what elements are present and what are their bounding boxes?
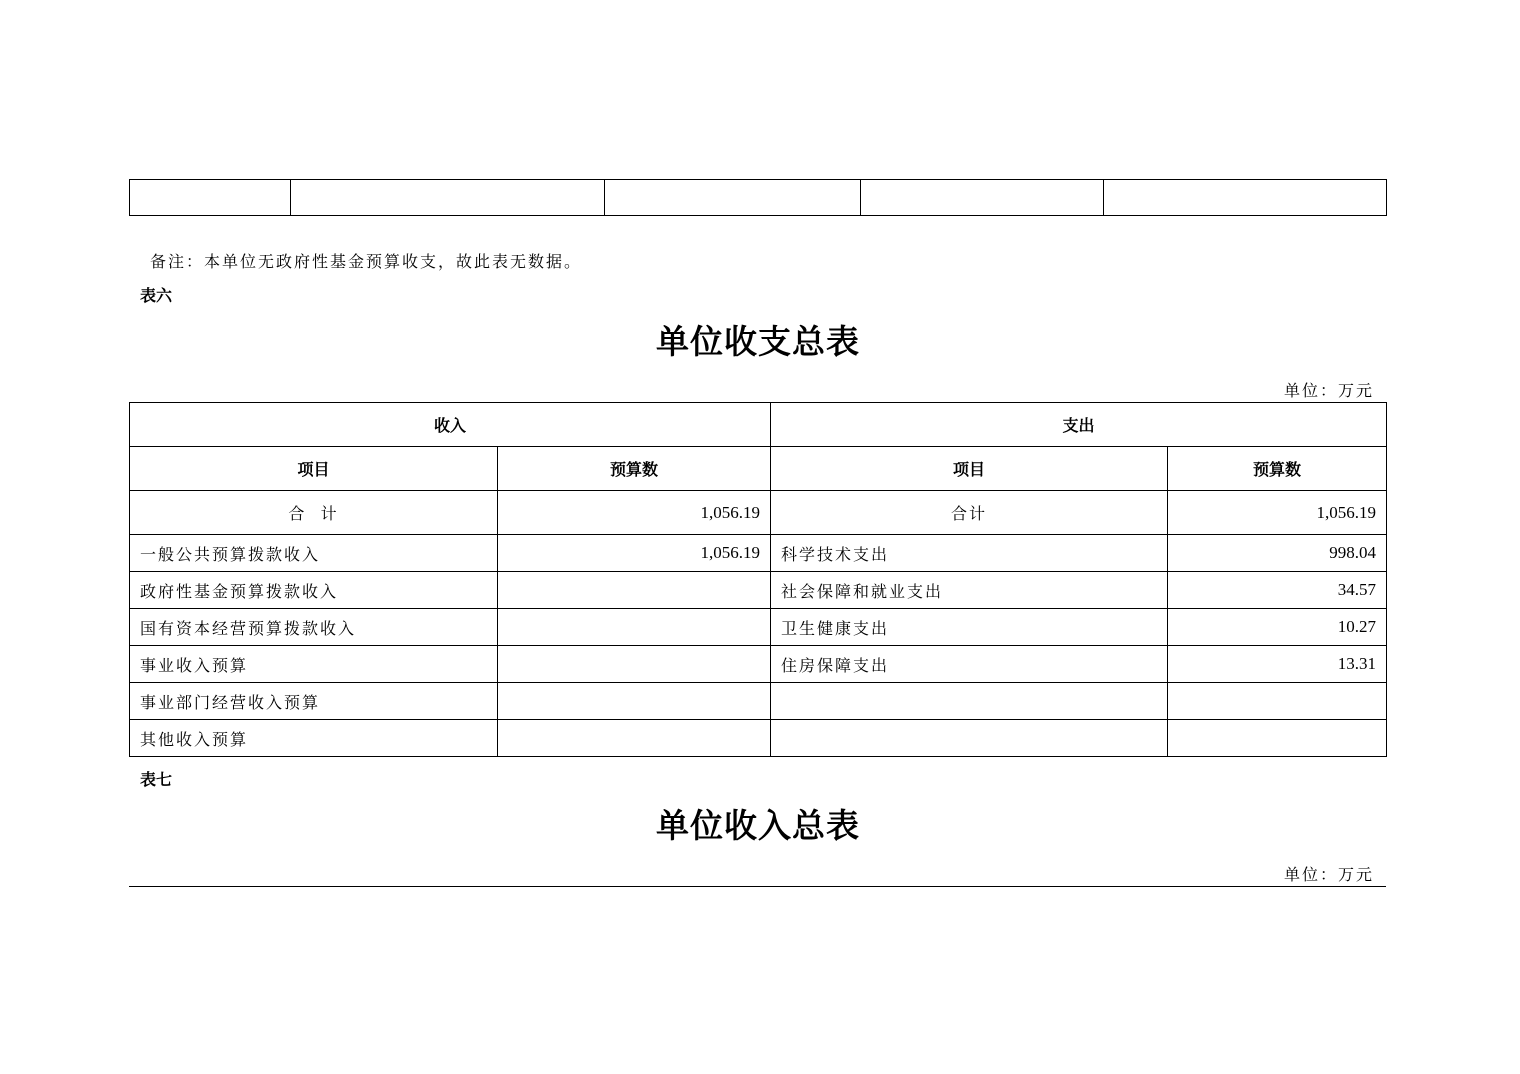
table-row (130, 683, 1387, 720)
income-value (498, 572, 771, 609)
table6-unit: 单位：万元 (1283, 381, 1374, 400)
table7-unit: 单位：万元 (1283, 865, 1374, 884)
expense-item-header: 项目 (771, 447, 1168, 491)
table-header-row (130, 403, 1387, 447)
expense-item: 卫生健康支出 (771, 609, 1168, 646)
expense-budget-header: 预算数 (1168, 447, 1387, 491)
note-text: 备注：本单位无政府性基金预算收支，故此表无数据。 (150, 252, 583, 271)
table-row (130, 720, 1387, 757)
income-budget-header: 预算数 (498, 447, 771, 491)
table-row (130, 535, 1387, 572)
table-row (130, 180, 1387, 216)
expense-total-label: 合计 (771, 491, 1168, 535)
income-header: 收入 (130, 403, 771, 447)
expense-value (1168, 720, 1387, 757)
income-item: 一般公共预算拨款收入 (130, 535, 498, 572)
income-item: 政府性基金预算拨款收入 (130, 572, 498, 609)
income-value (498, 609, 771, 646)
expense-total-value: 1,056.19 (1168, 491, 1387, 535)
table7-label: 表七 (140, 770, 173, 789)
expense-value: 13.31 (1168, 646, 1387, 683)
income-total-value: 1,056.19 (498, 491, 771, 535)
table-cell (605, 180, 861, 216)
table-cell (130, 180, 291, 216)
income-value: 1,056.19 (498, 535, 771, 572)
expense-value (1168, 683, 1387, 720)
expense-value: 10.27 (1168, 609, 1387, 646)
income-value (498, 683, 771, 720)
income-value (498, 720, 771, 757)
expense-item: 科学技术支出 (771, 535, 1168, 572)
table-row (130, 572, 1387, 609)
income-item: 国有资本经营预算拨款收入 (130, 609, 498, 646)
previous-table-remnant (129, 179, 1387, 216)
income-value (498, 646, 771, 683)
income-expense-summary-table (129, 402, 1387, 757)
expense-item (771, 683, 1168, 720)
expense-value: 998.04 (1168, 535, 1387, 572)
expense-value: 34.57 (1168, 572, 1387, 609)
income-item-header: 项目 (130, 447, 498, 491)
income-item: 事业收入预算 (130, 646, 498, 683)
table-cell (291, 180, 605, 216)
expense-item (771, 720, 1168, 757)
table-subheader-row (130, 447, 1387, 491)
table6-label: 表六 (140, 286, 173, 305)
income-total-label: 合 计 (130, 491, 498, 535)
expense-header: 支出 (771, 403, 1387, 447)
expense-item: 住房保障支出 (771, 646, 1168, 683)
table7-top-border (129, 886, 1386, 887)
expense-item: 社会保障和就业支出 (771, 572, 1168, 609)
total-row (130, 491, 1387, 535)
table-row (130, 609, 1387, 646)
income-item: 其他收入预算 (130, 720, 498, 757)
table6-title: 单位收支总表 (656, 322, 860, 361)
income-item: 事业部门经营收入预算 (130, 683, 498, 720)
table-row (130, 646, 1387, 683)
table-cell (1104, 180, 1387, 216)
table-cell (861, 180, 1104, 216)
table7-title: 单位收入总表 (656, 806, 860, 845)
